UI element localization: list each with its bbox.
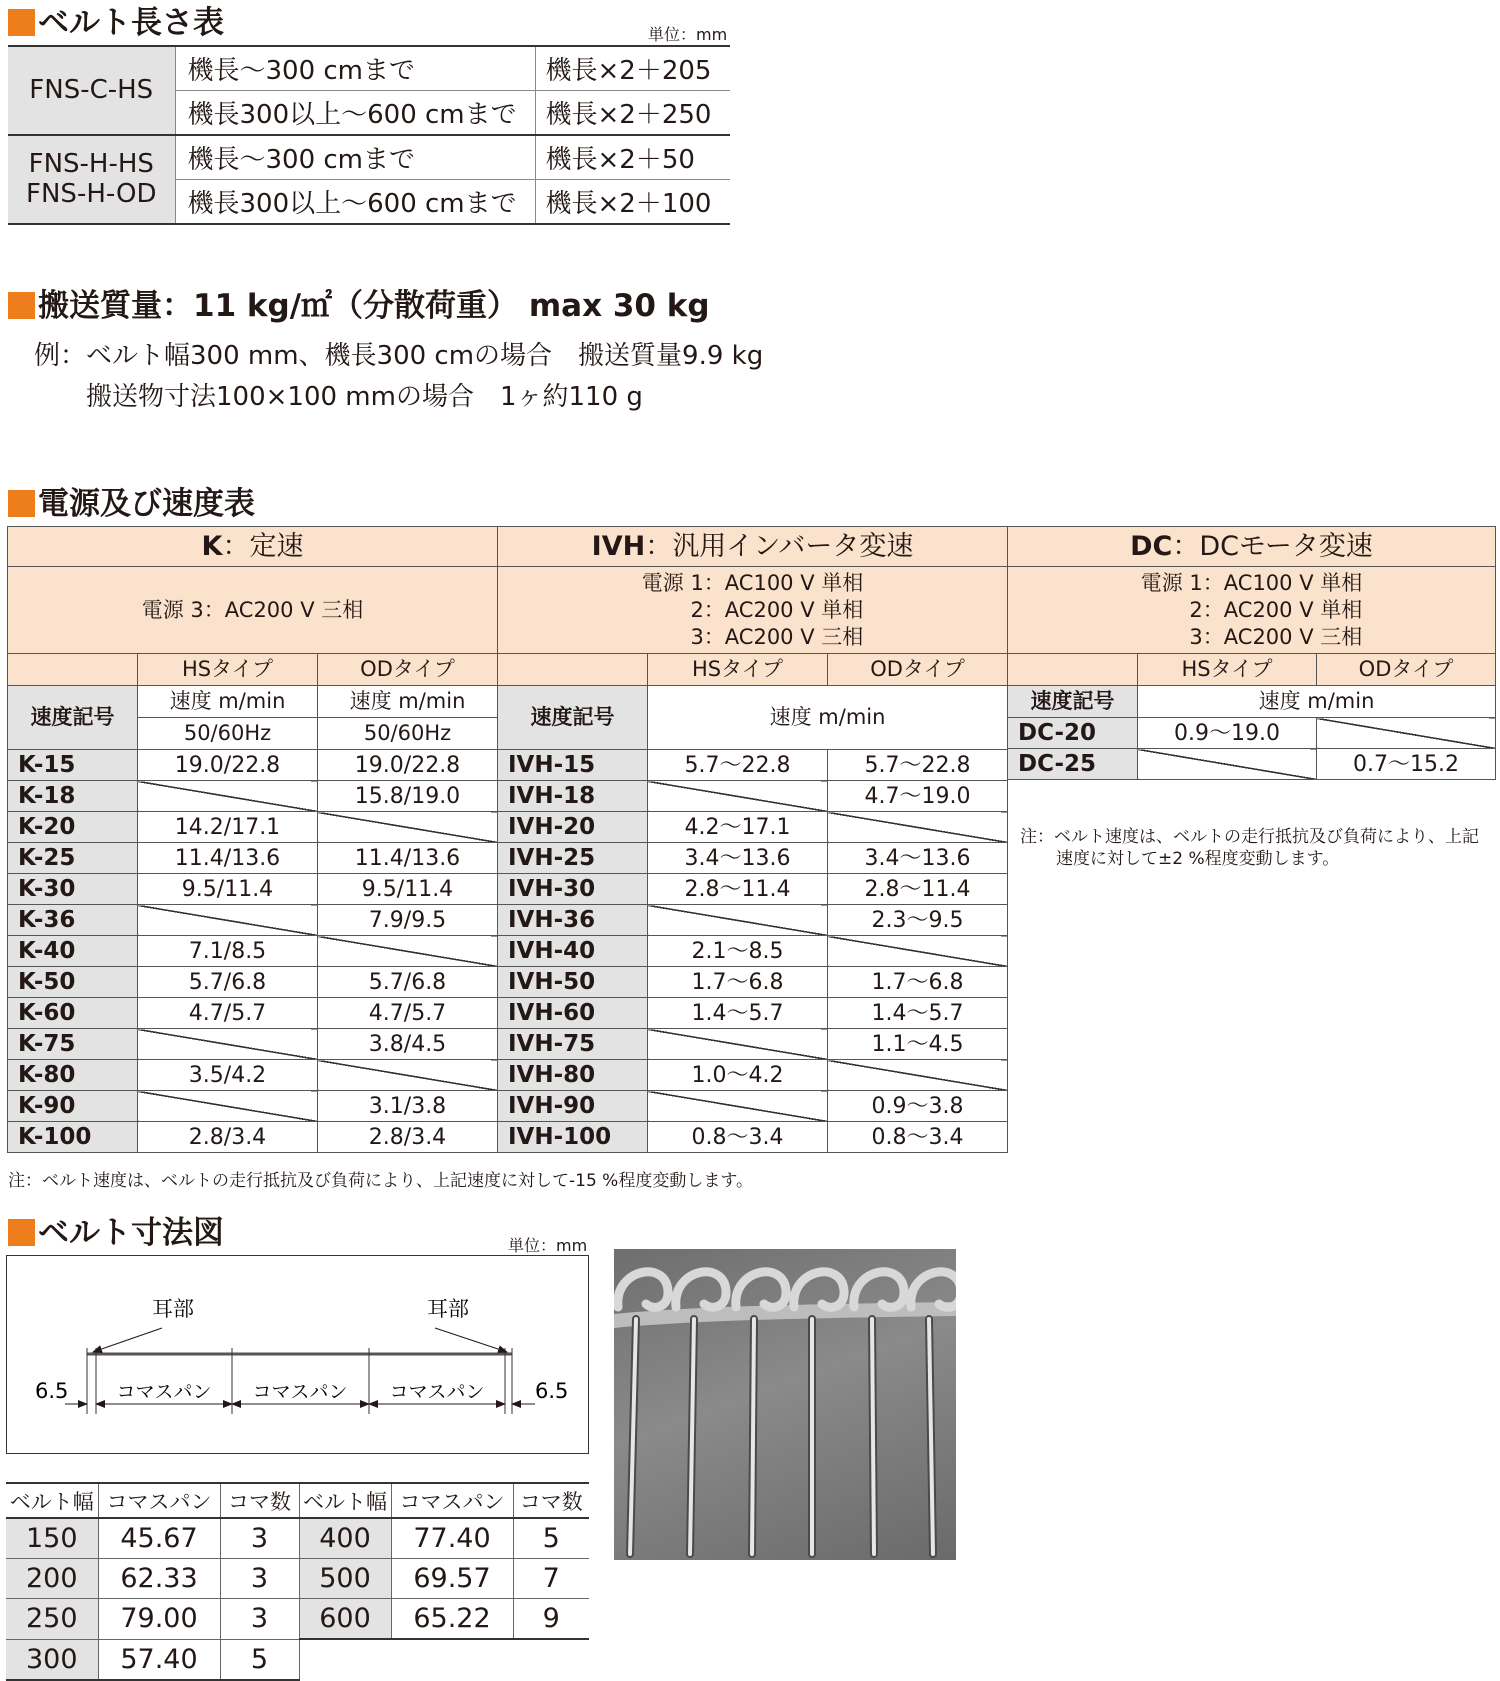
k-hs-speed: 4.7/5.7 <box>138 998 318 1029</box>
ivh-od-speed <box>828 812 1008 843</box>
speed-row <box>8 998 1008 1029</box>
ivh-speed-code: IVH-75 <box>498 1029 648 1060</box>
span-label: コマスパン <box>252 1381 348 1403</box>
capacity-example-1: 例：ベルト幅300 mm、機長300 cmの場合 搬送質量9.9 kg <box>34 341 764 371</box>
ear-label-left: 耳部 <box>152 1297 194 1321</box>
ivh-od-type: ODタイプ <box>828 654 1008 686</box>
dim-header: ベルト幅 <box>299 1483 391 1518</box>
condition-cell: 機長300以上～600 cmまで <box>175 91 535 136</box>
speed-row <box>8 905 1008 936</box>
speed-row <box>8 874 1008 905</box>
span-cell <box>391 1639 513 1680</box>
k-od-speed: 5.7/6.8 <box>318 967 498 998</box>
condition-cell: 機長～300 cmまで <box>175 135 535 180</box>
k-od-speed <box>318 1060 498 1091</box>
k-speed-code: K-15 <box>8 750 138 781</box>
dim-header: コマ数 <box>220 1483 299 1518</box>
dc-code-label: 速度記号 <box>1008 686 1138 718</box>
span-cell: 62.33 <box>98 1559 220 1599</box>
dc-speed-code: DC-20 <box>1008 718 1138 749</box>
ivh-speed-code: IVH-20 <box>498 812 648 843</box>
wire-rod <box>872 1319 874 1554</box>
span-label: コマスパン <box>389 1381 485 1403</box>
ivh-code-label: 速度記号 <box>498 686 648 750</box>
belt-dim-diagram <box>6 1255 589 1454</box>
ivh-speed-label: 速度 m/min <box>648 686 1008 750</box>
k-speed-code: K-30 <box>8 874 138 905</box>
k-od-speed: 9.5/11.4 <box>318 874 498 905</box>
capacity-example-2: 搬送物寸法100×100 mmの場合 1ヶ約110 g <box>86 382 643 412</box>
wire-hook <box>618 1272 668 1307</box>
k-hs-speed: 2.8/3.4 <box>138 1122 318 1153</box>
k-power: 電源 3：AC200 V 三相 <box>8 567 498 654</box>
k-speed-code: K-90 <box>8 1091 138 1122</box>
ivh-speed-code: IVH-30 <box>498 874 648 905</box>
dc-speed-row <box>1008 718 1496 749</box>
ivh-od-speed: 5.7～22.8 <box>828 750 1008 781</box>
ear-label-right: 耳部 <box>427 1297 469 1321</box>
k-speed-label: 速度 m/min <box>138 686 318 718</box>
dc-title: DC：DCモータ変速 <box>1008 527 1496 567</box>
span-cell: 45.67 <box>98 1518 220 1559</box>
dim-header: コマ数 <box>513 1483 589 1518</box>
ivh-od-speed: 2.3～9.5 <box>828 905 1008 936</box>
formula-cell: 機長×2＋50 <box>535 135 730 180</box>
orange-square-icon <box>8 490 35 517</box>
speed-row <box>8 1060 1008 1091</box>
model-cell: FNS-H-HS FNS-H-OD <box>8 135 175 224</box>
dc-speed-code: DC-25 <box>1008 749 1138 780</box>
k-hs-speed: 14.2/17.1 <box>138 812 318 843</box>
ivh-speed-code: IVH-36 <box>498 905 648 936</box>
belt-length-unit: 単位：mm <box>648 25 728 44</box>
dc-hs-type: HSタイプ <box>1138 654 1317 686</box>
belt-width-cell: 200 <box>6 1559 98 1599</box>
dc-power: 電源 1：AC100 V 単相 2：AC200 V 単相 3：AC200 V 三相 <box>1008 567 1496 654</box>
count-cell: 5 <box>513 1518 589 1559</box>
ivh-speed-code: IVH-90 <box>498 1091 648 1122</box>
formula-cell: 機長×2＋250 <box>535 91 730 136</box>
belt-width-cell: 150 <box>6 1518 98 1559</box>
ivh-hs-speed: 2.1～8.5 <box>648 936 828 967</box>
belt-dim-heading: ベルト寸法図 <box>8 1218 224 1249</box>
k-od-speed <box>318 936 498 967</box>
belt-width-cell: 500 <box>299 1559 391 1599</box>
speed-row <box>8 936 1008 967</box>
ivh-power: 電源 1：AC100 V 単相 2：AC200 V 単相 3：AC200 V 三相 <box>498 567 1008 654</box>
orange-square-icon <box>8 9 35 36</box>
dc-od-speed: 0.7～15.2 <box>1317 749 1496 780</box>
dc-note: 注：ベルト速度は、ベルトの走行抵抗及び負荷により、上記 速度に対して±2 %程度変動します。 <box>1020 827 1479 869</box>
k-hs-speed: 9.5/11.4 <box>138 874 318 905</box>
dc-speed-row <box>1008 749 1496 780</box>
k-hs-speed <box>138 905 318 936</box>
count-cell <box>513 1639 589 1680</box>
belt-width-cell: 600 <box>299 1599 391 1640</box>
k-hs-speed <box>138 1091 318 1122</box>
ivh-hs-speed: 1.4～5.7 <box>648 998 828 1029</box>
orange-square-icon <box>8 1219 35 1246</box>
wire-hook <box>676 1272 726 1307</box>
belt-width-cell: 250 <box>6 1599 98 1640</box>
k-title: K：定速 <box>8 527 498 567</box>
count-cell: 5 <box>220 1639 299 1680</box>
k-od-speed: 2.8/3.4 <box>318 1122 498 1153</box>
k-speed-code: K-100 <box>8 1122 138 1153</box>
dc-od-type: ODタイプ <box>1317 654 1496 686</box>
belt-width-cell: 400 <box>299 1518 391 1559</box>
dc-hs-speed <box>1138 749 1317 780</box>
dim-row <box>6 1599 589 1640</box>
edge-label-left: 6.5 <box>35 1379 69 1403</box>
k-hz-label: 50/60Hz <box>318 718 498 750</box>
formula-cell: 機長×2＋205 <box>535 46 730 91</box>
belt-dim-unit: 単位：mm <box>508 1236 588 1255</box>
k-hs-speed <box>138 781 318 812</box>
k-hs-speed: 11.4/13.6 <box>138 843 318 874</box>
wire-hook <box>736 1272 786 1307</box>
span-cell: 79.00 <box>98 1599 220 1640</box>
k-od-type: ODタイプ <box>318 654 498 686</box>
k-hz-label: 50/60Hz <box>138 718 318 750</box>
ivh-od-speed: 3.4～13.6 <box>828 843 1008 874</box>
k-hs-speed: 3.5/4.2 <box>138 1060 318 1091</box>
ivh-speed-code: IVH-60 <box>498 998 648 1029</box>
ivh-hs-speed: 1.7～6.8 <box>648 967 828 998</box>
dc-speed-label: 速度 m/min <box>1138 686 1496 718</box>
ivh-hs-speed <box>648 1029 828 1060</box>
k-hs-speed: 7.1/8.5 <box>138 936 318 967</box>
span-cell: 69.57 <box>391 1559 513 1599</box>
ivh-speed-code: IVH-25 <box>498 843 648 874</box>
k-od-speed: 19.0/22.8 <box>318 750 498 781</box>
dc-hs-speed: 0.9～19.0 <box>1138 718 1317 749</box>
ivh-speed-code: IVH-40 <box>498 936 648 967</box>
ivh-hs-speed: 3.4～13.6 <box>648 843 828 874</box>
span-label: コマスパン <box>116 1381 212 1403</box>
ivh-speed-code: IVH-80 <box>498 1060 648 1091</box>
ivh-speed-code: IVH-100 <box>498 1122 648 1153</box>
wire-belt-image <box>614 1249 956 1560</box>
dim-header: コマスパン <box>98 1483 220 1518</box>
wire-hook <box>911 1272 956 1307</box>
k-od-speed: 3.1/3.8 <box>318 1091 498 1122</box>
ivh-od-speed: 0.9～3.8 <box>828 1091 1008 1122</box>
ivh-hs-speed <box>648 1091 828 1122</box>
k-speed-code: K-60 <box>8 998 138 1029</box>
orange-square-icon <box>8 292 35 319</box>
ivh-speed-code: IVH-18 <box>498 781 648 812</box>
k-speed-code: K-80 <box>8 1060 138 1091</box>
formula-cell: 機長×2＋100 <box>545 189 712 219</box>
condition-cell: 機長300以上～600 cmまで <box>175 180 535 225</box>
ivh-od-speed: 1.4～5.7 <box>828 998 1008 1029</box>
capacity-heading: 搬送質量：11 kg/㎡（分散荷重） max 30 kg <box>8 291 710 322</box>
k-speed-code: K-40 <box>8 936 138 967</box>
count-cell: 9 <box>513 1599 589 1640</box>
speed-row <box>8 812 1008 843</box>
speed-heading: 電源及び速度表 <box>8 489 255 520</box>
wire-link-band <box>614 1309 956 1321</box>
speed-row <box>8 843 1008 874</box>
dim-row <box>6 1518 589 1559</box>
ivh-hs-speed <box>648 781 828 812</box>
ivh-hs-type: HSタイプ <box>648 654 828 686</box>
ivh-hs-speed: 5.7～22.8 <box>648 750 828 781</box>
ivh-speed-code: IVH-50 <box>498 967 648 998</box>
dc-speed-table <box>1007 526 1496 780</box>
k-speed-code: K-36 <box>8 905 138 936</box>
k-speed-code: K-75 <box>8 1029 138 1060</box>
count-cell: 7 <box>513 1559 589 1599</box>
speed-row <box>8 1122 1008 1153</box>
dc-od-speed <box>1317 718 1496 749</box>
model-cell: FNS-C-HS <box>8 46 175 135</box>
belt-dim-table <box>6 1482 589 1681</box>
k-hs-speed: 19.0/22.8 <box>138 750 318 781</box>
count-cell: 3 <box>220 1559 299 1599</box>
speed-row <box>8 750 1008 781</box>
ivh-od-speed <box>828 1060 1008 1091</box>
speed-row <box>8 1091 1008 1122</box>
speed-row <box>8 1029 1008 1060</box>
ivh-od-speed: 2.8～11.4 <box>828 874 1008 905</box>
wire-hook <box>854 1272 904 1307</box>
belt-length-table <box>8 45 730 225</box>
ivh-od-speed: 1.7～6.8 <box>828 967 1008 998</box>
k-od-speed: 4.7/5.7 <box>318 998 498 1029</box>
ivh-title: IVH：汎用インバータ変速 <box>498 527 1008 567</box>
k-od-speed: 11.4/13.6 <box>318 843 498 874</box>
span-cell: 57.40 <box>98 1639 220 1680</box>
wire-rod <box>752 1319 754 1554</box>
k-speed-code: K-18 <box>8 781 138 812</box>
count-cell: 3 <box>220 1518 299 1559</box>
ivh-hs-speed: 4.2～17.1 <box>648 812 828 843</box>
k-speed-code: K-25 <box>8 843 138 874</box>
k-speed-code: K-50 <box>8 967 138 998</box>
ivh-hs-speed: 0.8～3.4 <box>648 1122 828 1153</box>
k-speed-label: 速度 m/min <box>318 686 498 718</box>
belt-dimension-drawing <box>7 1256 587 1452</box>
dim-row <box>6 1559 589 1599</box>
k-hs-type: HSタイプ <box>138 654 318 686</box>
k-od-speed: 7.9/9.5 <box>318 905 498 936</box>
ivh-od-speed <box>828 936 1008 967</box>
span-cell: 65.22 <box>391 1599 513 1640</box>
edge-label-right: 6.5 <box>535 1379 569 1403</box>
belt-width-cell: 300 <box>6 1639 98 1680</box>
count-cell: 3 <box>220 1599 299 1640</box>
speed-row <box>8 967 1008 998</box>
k-od-speed: 15.8/19.0 <box>318 781 498 812</box>
k-code-label: 速度記号 <box>8 686 138 750</box>
ivh-od-speed: 0.8～3.4 <box>828 1122 1008 1153</box>
speed-row <box>8 781 1008 812</box>
wire-hook <box>794 1272 844 1307</box>
dim-row <box>6 1639 589 1680</box>
k-hs-speed: 5.7/6.8 <box>138 967 318 998</box>
dim-header: コマスパン <box>391 1483 513 1518</box>
ivh-hs-speed: 2.8～11.4 <box>648 874 828 905</box>
dim-header: ベルト幅 <box>6 1483 98 1518</box>
ivh-od-speed: 4.7～19.0 <box>828 781 1008 812</box>
k-od-speed <box>318 812 498 843</box>
k-speed-code: K-20 <box>8 812 138 843</box>
ivh-speed-code: IVH-15 <box>498 750 648 781</box>
k-hs-speed <box>138 1029 318 1060</box>
k-od-speed: 3.8/4.5 <box>318 1029 498 1060</box>
span-cell: 77.40 <box>391 1518 513 1559</box>
belt-length-heading: ベルト長さ表 <box>8 8 224 39</box>
ivh-hs-speed <box>648 905 828 936</box>
wire-belt-photo <box>614 1249 956 1560</box>
ivh-hs-speed: 1.0～4.2 <box>648 1060 828 1091</box>
belt-width-cell <box>299 1639 391 1680</box>
condition-cell: 機長～300 cmまで <box>175 46 535 91</box>
ivh-od-speed: 1.1～4.5 <box>828 1029 1008 1060</box>
speed-table <box>7 526 1008 1153</box>
speed-note: 注：ベルト速度は、ベルトの走行抵抗及び負荷により、上記速度に対して-15 %程度変動します。 <box>8 1171 753 1191</box>
